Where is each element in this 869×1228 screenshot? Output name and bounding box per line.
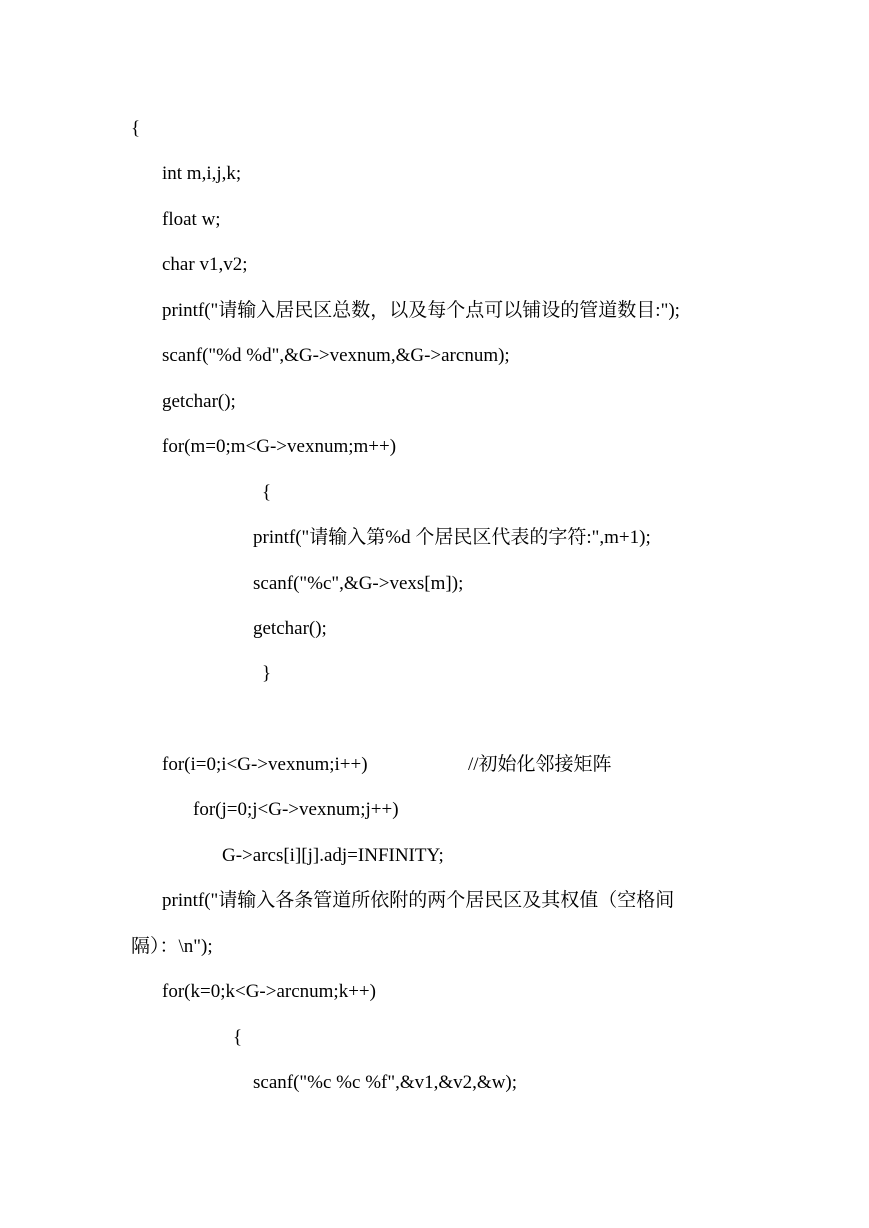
code-line-17: printf("请输入各条管道所依附的两个居民区及其权值（空格间 [162, 890, 675, 911]
code-line-10: printf("请输入第%d 个居民区代表的字符:",m+1); [253, 527, 651, 548]
code-line-11: scanf("%c",&G->vexs[m]); [253, 573, 464, 594]
code-line-3: float w; [162, 209, 221, 230]
code-line-12: getchar(); [253, 618, 327, 639]
code-line-19: for(k=0;k<G->arcnum;k++) [162, 981, 376, 1002]
code-line-6: scanf("%d %d",&G->vexnum,&G->arcnum); [162, 345, 510, 366]
code-line-7: getchar(); [162, 391, 236, 412]
code-line-18: 隔）：\n"); [131, 936, 213, 957]
code-line-9: { [262, 482, 272, 503]
code-line-8: for(m=0;m<G->vexnum;m++) [162, 436, 397, 457]
code-line-5: printf("请输入居民区总数，以及每个点可以铺设的管道数目:"); [162, 300, 680, 321]
code-line-15: for(j=0;j<G->vexnum;j++) [193, 799, 399, 820]
code-line-13: } [262, 663, 272, 684]
code-line-21: scanf("%c %c %f",&v1,&v2,&w); [253, 1072, 518, 1093]
code-comment: //初始化邻接矩阵 [468, 754, 612, 775]
code-line-14: for(i=0;i<G->vexnum;i++) [162, 754, 368, 775]
code-line-16: G->arcs[i][j].adj=INFINITY; [222, 845, 444, 866]
code-line-1: { [131, 118, 141, 139]
code-line-20: { [233, 1027, 243, 1048]
code-line-4: char v1,v2; [162, 254, 248, 275]
code-line-2: int m,i,j,k; [162, 163, 242, 184]
